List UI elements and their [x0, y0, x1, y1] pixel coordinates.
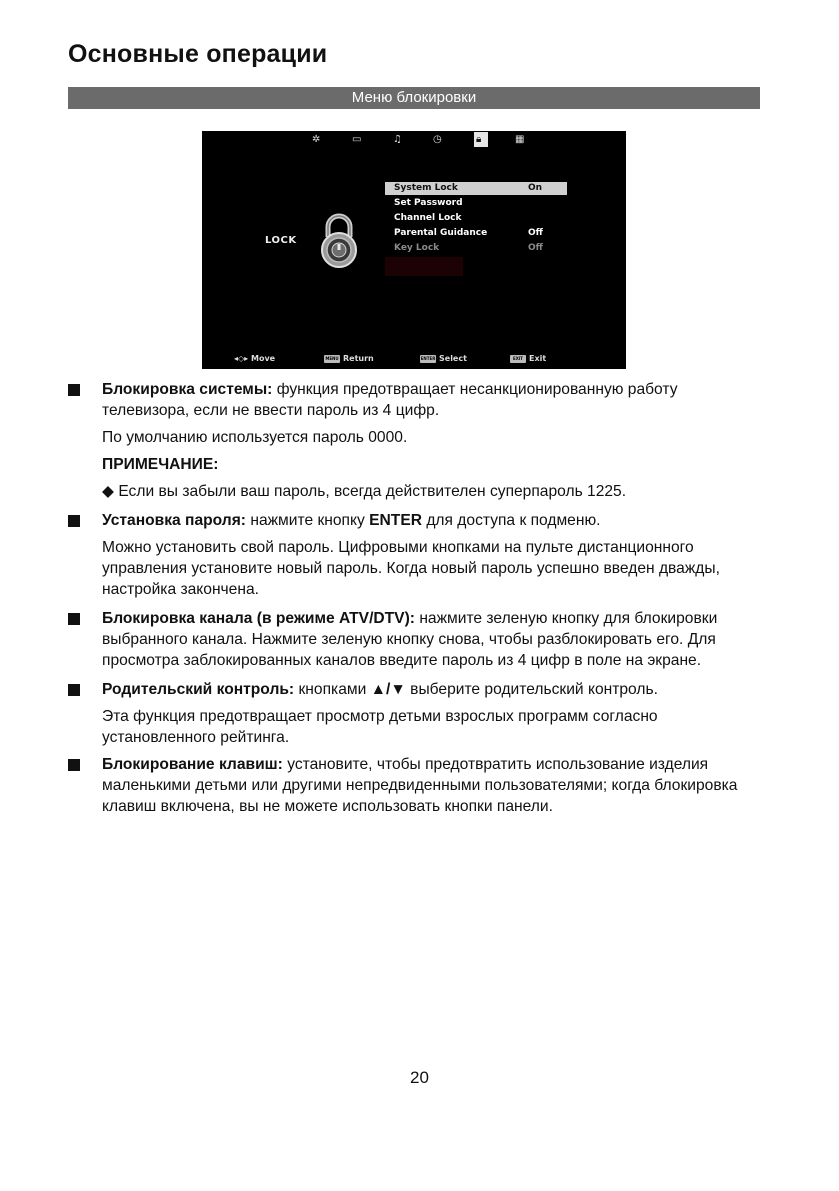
menu-item-value: Off	[528, 228, 543, 238]
app-icon: ▦	[515, 134, 525, 145]
footer-return	[324, 353, 374, 365]
menu-key-icon: MENU	[325, 355, 339, 361]
lock-icon: 🔒︎	[476, 134, 482, 145]
section-text: нажмите кнопку	[246, 512, 370, 529]
bullet-square-icon	[68, 515, 80, 527]
section-text-end: выберите родительский контроль.	[405, 681, 658, 698]
footer-exit	[510, 353, 546, 365]
menu-item-label: Channel Lock	[394, 213, 462, 223]
setup-icon: ✲	[312, 134, 321, 145]
page-number: 20	[410, 1068, 429, 1087]
menu-item-label: Set Password	[394, 198, 463, 208]
lock-menu-title: LOCK	[265, 235, 297, 246]
menu-item-value: On	[528, 183, 543, 193]
bullet-square-icon	[68, 613, 80, 625]
instructions-body	[68, 379, 768, 817]
empty-menu-slot	[385, 257, 463, 276]
menu-item-label: Parental Guidance	[394, 228, 488, 238]
menu-item-system-lock[interactable]	[385, 182, 567, 195]
section-heading: Родительский контроль:	[102, 681, 295, 698]
default-password-text: По умолчанию используется пароль 0000.	[102, 429, 408, 446]
section-key-lock	[68, 754, 768, 817]
section-text: нажмите зеленую кнопку для блокировки выбранного канала. Нажмите зеленую кнопку снова, чтобы разблокировать его. Для просмотра заблокированных каналов введите пароль из 4 цифр в поле на экране.	[102, 610, 718, 669]
bullet-square-icon	[68, 759, 80, 771]
section-channel-lock	[68, 608, 768, 671]
footer-return-label: Return	[343, 354, 374, 363]
footer-move-label: Move	[250, 354, 276, 363]
menu-tab-bar	[202, 133, 626, 147]
exit-key-icon: EXIT	[510, 355, 526, 363]
section-text: функция предотвращает несанкционированную работу телевизора, если не ввести пароль из 4 цифр.	[102, 381, 678, 419]
menu-item-label: Key Lock	[394, 243, 440, 253]
section-set-password	[68, 510, 768, 600]
section-system-lock	[68, 379, 768, 502]
section-text: установите, чтобы предотвратить использование изделия маленькими детьми или другими непредвиденными пользователями; когда блокировка клавиш включена, вы не можете использовать кнопки панели.	[102, 756, 738, 815]
section-heading: Блокирование клавиш:	[102, 756, 283, 773]
section-parental-control	[68, 679, 768, 748]
note-text: ◆ Если вы забыли ваш пароль, всегда действителен суперпароль 1225.	[102, 483, 627, 500]
section-title-bar: Меню блокировки	[68, 87, 760, 109]
section-heading: Блокировка канала (в режиме ATV/DTV):	[102, 610, 415, 627]
menu-item-parental-guidance[interactable]	[385, 227, 567, 240]
enter-key-name: ENTER	[369, 512, 422, 529]
footer-select-label: Select	[439, 354, 467, 363]
enter-key-icon: ENTER	[420, 355, 436, 361]
footer-exit-label: Exit	[529, 354, 547, 363]
section-heading: Блокировка системы:	[102, 381, 273, 398]
note-heading: ПРИМЕЧАНИЕ:	[102, 456, 219, 473]
up-down-arrows-icon: ▲/▼	[370, 681, 406, 698]
bullet-square-icon	[68, 384, 80, 396]
menu-item-set-password[interactable]	[385, 197, 567, 210]
tv-lock-menu-screenshot	[202, 131, 626, 369]
section-heading: Установка пароля:	[102, 512, 246, 529]
tv-menu-footer	[202, 353, 626, 365]
padlock-icon	[318, 213, 360, 269]
menu-item-label: System Lock	[394, 183, 458, 193]
picture-icon: ▭	[352, 134, 362, 145]
page-title: Основные операции	[68, 40, 328, 68]
section-text: кнопками	[294, 681, 371, 698]
section-detail: Можно установить свой пароль. Цифровыми кнопками на пульте дистанционного управления установите новый пароль. Когда новый пароль успешно введен дважды, настройка закончена.	[102, 539, 720, 598]
move-arrows-icon: ◂◇▸	[234, 354, 249, 363]
menu-item-value: Off	[528, 243, 543, 253]
time-icon: ◷	[433, 134, 442, 145]
section-text-end: для доступа к подменю.	[422, 512, 601, 529]
section-detail: Эта функция предотвращает просмотр детьми взрослых программ согласно установленного рейтинга.	[102, 708, 658, 746]
footer-move	[234, 353, 275, 365]
footer-select	[420, 353, 467, 365]
menu-item-channel-lock[interactable]	[385, 212, 567, 225]
sound-icon: ♫	[393, 134, 402, 145]
bullet-square-icon	[68, 684, 80, 696]
menu-item-key-lock[interactable]	[385, 242, 567, 255]
